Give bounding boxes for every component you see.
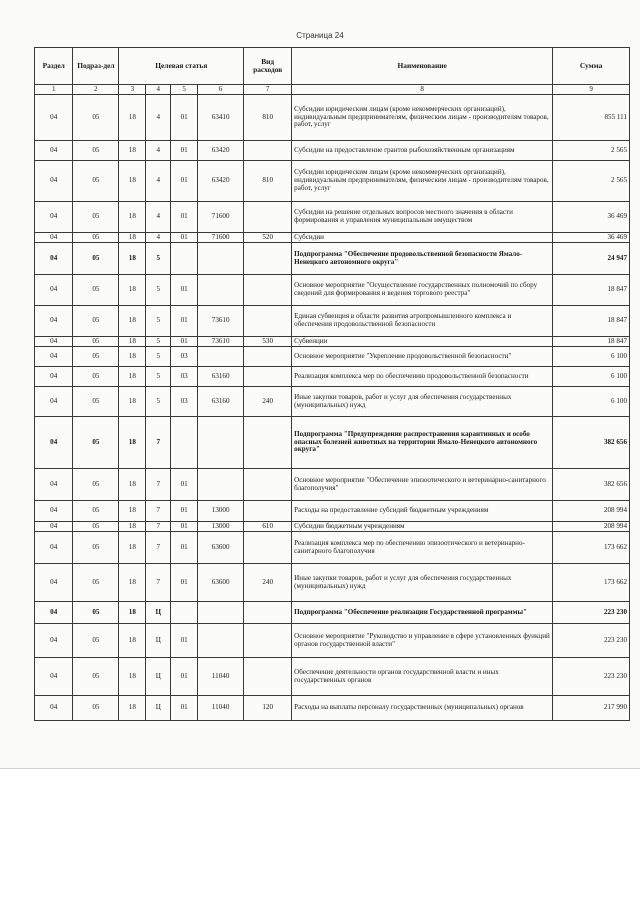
column-number: 8 (292, 85, 553, 95)
subprogram-code-cell: 7 (146, 522, 171, 532)
amount-cell: 6 100 (553, 387, 630, 417)
name-cell: Единая субвенция в области развития агропромышленного комплекса и обеспечения продовольственной безопасности (292, 306, 553, 337)
direction-code-cell: 63160 (198, 387, 244, 417)
column-number: 2 (73, 85, 119, 95)
subprogram-code-cell: 4 (146, 141, 171, 161)
subprogram-code-cell: 5 (146, 337, 171, 347)
event-code-cell: 01 (171, 501, 198, 522)
name-cell: Расходы на предоставление субсидий бюджетным учреждениям (292, 501, 553, 522)
expense-type-cell (244, 658, 292, 696)
razdel-cell: 04 (35, 141, 73, 161)
program-code-cell: 18 (119, 532, 146, 564)
podrazdel-cell: 05 (73, 233, 119, 243)
razdel-cell: 04 (35, 202, 73, 233)
table-row (35, 696, 630, 721)
name-cell: Иные закупки товаров, работ и услуг для обеспечения государственных (муниципальных) нужд (292, 564, 553, 602)
table-row (35, 501, 630, 522)
table-row (35, 417, 630, 469)
table-row (35, 658, 630, 696)
event-code-cell (171, 417, 198, 469)
column-number: 3 (119, 85, 146, 95)
direction-code-cell: 63160 (198, 367, 244, 387)
amount-cell: 36 469 (553, 233, 630, 243)
table-row (35, 347, 630, 367)
amount-cell: 18 847 (553, 275, 630, 306)
name-cell: Субсидии на решение отдельных вопросов местного значения в области формирования и управления муниципальным имуществом (292, 202, 553, 233)
name-cell: Субвенции (292, 337, 553, 347)
amount-cell: 223 230 (553, 624, 630, 658)
column-number: 5 (171, 85, 198, 95)
subprogram-code-cell: 5 (146, 243, 171, 275)
expense-type-cell: 530 (244, 337, 292, 347)
amount-cell: 382 656 (553, 417, 630, 469)
amount-cell: 173 662 (553, 564, 630, 602)
subprogram-code-cell: 4 (146, 202, 171, 233)
expense-type-cell: 610 (244, 522, 292, 532)
direction-code-cell: 13000 (198, 522, 244, 532)
program-code-cell: 18 (119, 337, 146, 347)
podrazdel-cell: 05 (73, 243, 119, 275)
program-code-cell: 18 (119, 275, 146, 306)
podrazdel-cell: 05 (73, 532, 119, 564)
program-code-cell: 18 (119, 658, 146, 696)
col-header-tselevaya-statya: Целевая статья (119, 48, 244, 85)
table-row (35, 522, 630, 532)
amount-cell: 18 847 (553, 337, 630, 347)
program-code-cell: 18 (119, 306, 146, 337)
subprogram-code-cell: 7 (146, 501, 171, 522)
direction-code-cell: 71600 (198, 233, 244, 243)
subprogram-code-cell: Ц (146, 602, 171, 624)
subprogram-code-cell: 7 (146, 417, 171, 469)
table-row (35, 469, 630, 501)
program-code-cell: 18 (119, 696, 146, 721)
table-row (35, 275, 630, 306)
subprogram-code-cell: 5 (146, 275, 171, 306)
expense-type-cell (244, 141, 292, 161)
program-code-cell: 18 (119, 417, 146, 469)
amount-cell: 173 662 (553, 532, 630, 564)
col-header-vid-raskhodov: Вид расходов (244, 48, 292, 85)
name-cell: Основное мероприятие "Обеспечение эпизоотического и ветеринарно-санитарного благополучия" (292, 469, 553, 501)
event-code-cell: 03 (171, 347, 198, 367)
program-code-cell: 18 (119, 243, 146, 275)
program-code-cell: 18 (119, 347, 146, 367)
amount-cell: 223 230 (553, 658, 630, 696)
subprogram-code-cell: 4 (146, 95, 171, 141)
direction-code-cell: 63420 (198, 141, 244, 161)
expense-type-cell (244, 275, 292, 306)
table-row (35, 141, 630, 161)
event-code-cell: 01 (171, 95, 198, 141)
podrazdel-cell: 05 (73, 141, 119, 161)
expense-type-cell (244, 306, 292, 337)
event-code-cell: 01 (171, 522, 198, 532)
name-cell: Основное мероприятие "Осуществление государственных полномочий по сбору сведений для формирования и ведения торгового реестра" (292, 275, 553, 306)
program-code-cell: 18 (119, 522, 146, 532)
direction-code-cell: 11040 (198, 696, 244, 721)
podrazdel-cell: 05 (73, 306, 119, 337)
direction-code-cell: 63410 (198, 95, 244, 141)
event-code-cell: 01 (171, 696, 198, 721)
razdel-cell: 04 (35, 624, 73, 658)
name-cell: Субсидии юридическим лицам (кроме некоммерческих организаций), индивидуальным предпринимателям, физическим лицам - производителям товаров, работ, услуг (292, 161, 553, 202)
event-code-cell: 01 (171, 233, 198, 243)
amount-cell: 2 565 (553, 161, 630, 202)
expense-type-cell (244, 347, 292, 367)
expense-type-cell (244, 202, 292, 233)
name-cell: Реализация комплекса мер по обеспечению продовольственной безопасности (292, 367, 553, 387)
expense-type-cell: 240 (244, 387, 292, 417)
amount-cell: 208 994 (553, 501, 630, 522)
direction-code-cell: 73610 (198, 337, 244, 347)
direction-code-cell (198, 624, 244, 658)
razdel-cell: 04 (35, 602, 73, 624)
event-code-cell: 01 (171, 141, 198, 161)
subprogram-code-cell: 4 (146, 161, 171, 202)
razdel-cell: 04 (35, 233, 73, 243)
col-header-podrazdel: Подраз-дел (73, 48, 119, 85)
page-number-label: Страница 24 (296, 31, 344, 40)
subprogram-code-cell: Ц (146, 658, 171, 696)
subprogram-code-cell: 5 (146, 387, 171, 417)
direction-code-cell (198, 347, 244, 367)
col-header-razdel: Раздел (35, 48, 73, 85)
table-row (35, 532, 630, 564)
direction-code-cell: 63420 (198, 161, 244, 202)
amount-cell: 6 100 (553, 347, 630, 367)
podrazdel-cell: 05 (73, 658, 119, 696)
razdel-cell: 04 (35, 564, 73, 602)
subprogram-code-cell: 5 (146, 306, 171, 337)
table-row (35, 387, 630, 417)
program-code-cell: 18 (119, 501, 146, 522)
name-cell: Расходы на выплаты персоналу государственных (муниципальных) органов (292, 696, 553, 721)
razdel-cell: 04 (35, 522, 73, 532)
razdel-cell: 04 (35, 532, 73, 564)
name-cell: Реализация комплекса мер по обеспечению эпизоотического и ветеринарно-санитарного благополучия (292, 532, 553, 564)
subprogram-code-cell: 5 (146, 347, 171, 367)
subprogram-code-cell: 7 (146, 564, 171, 602)
expense-type-cell: 520 (244, 233, 292, 243)
event-code-cell (171, 243, 198, 275)
expense-type-cell (244, 469, 292, 501)
podrazdel-cell: 05 (73, 367, 119, 387)
table-row (35, 161, 630, 202)
header-row (35, 48, 630, 85)
expense-type-cell: 810 (244, 161, 292, 202)
program-code-cell: 18 (119, 161, 146, 202)
direction-code-cell (198, 275, 244, 306)
program-code-cell: 18 (119, 387, 146, 417)
event-code-cell: 03 (171, 367, 198, 387)
name-cell: Иные закупки товаров, работ и услуг для обеспечения государственных (муниципальных) нужд (292, 387, 553, 417)
table-row (35, 202, 630, 233)
razdel-cell: 04 (35, 658, 73, 696)
col-header-summa: Сумма (553, 48, 630, 85)
direction-code-cell: 73610 (198, 306, 244, 337)
expense-type-cell (244, 367, 292, 387)
expense-type-cell: 240 (244, 564, 292, 602)
subprogram-code-cell: 5 (146, 367, 171, 387)
amount-cell: 217 990 (553, 696, 630, 721)
razdel-cell: 04 (35, 367, 73, 387)
amount-cell: 208 994 (553, 522, 630, 532)
event-code-cell: 03 (171, 387, 198, 417)
razdel-cell: 04 (35, 161, 73, 202)
program-code-cell: 18 (119, 624, 146, 658)
expense-type-cell (244, 602, 292, 624)
table-row (35, 564, 630, 602)
table-row (35, 233, 630, 243)
direction-code-cell: 11040 (198, 658, 244, 696)
name-cell: Подпрограмма "Предупреждение распространения карантинных и особо опасных болезней животных на территории Ямало-Ненецкого автономного округа" (292, 417, 553, 469)
podrazdel-cell: 05 (73, 387, 119, 417)
column-number: 4 (146, 85, 171, 95)
podrazdel-cell: 05 (73, 275, 119, 306)
program-code-cell: 18 (119, 367, 146, 387)
event-code-cell: 01 (171, 275, 198, 306)
name-cell: Субсидии (292, 233, 553, 243)
direction-code-cell (198, 417, 244, 469)
column-number: 1 (35, 85, 73, 95)
table-row (35, 306, 630, 337)
razdel-cell: 04 (35, 387, 73, 417)
col-header-naimenovanie: Наименование (292, 48, 553, 85)
name-cell: Подпрограмма "Обеспечение продовольственной безопасности Ямало-Ненецкого автономного округа" (292, 243, 553, 275)
amount-cell: 2 565 (553, 141, 630, 161)
podrazdel-cell: 05 (73, 602, 119, 624)
program-code-cell: 18 (119, 469, 146, 501)
program-code-cell: 18 (119, 202, 146, 233)
name-cell: Основное мероприятие "Укрепление продовольственной безопасности" (292, 347, 553, 367)
event-code-cell: 01 (171, 564, 198, 602)
event-code-cell: 01 (171, 306, 198, 337)
name-cell: Подпрограмма "Обеспечение реализации Государственной программы" (292, 602, 553, 624)
razdel-cell: 04 (35, 469, 73, 501)
amount-cell: 855 111 (553, 95, 630, 141)
table-row (35, 243, 630, 275)
event-code-cell: 01 (171, 202, 198, 233)
event-code-cell: 01 (171, 624, 198, 658)
program-code-cell: 18 (119, 602, 146, 624)
direction-code-cell: 13000 (198, 501, 244, 522)
expense-type-cell: 810 (244, 95, 292, 141)
amount-cell: 6 100 (553, 367, 630, 387)
podrazdel-cell: 05 (73, 564, 119, 602)
podrazdel-cell: 05 (73, 95, 119, 141)
podrazdel-cell: 05 (73, 347, 119, 367)
podrazdel-cell: 05 (73, 522, 119, 532)
razdel-cell: 04 (35, 347, 73, 367)
podrazdel-cell: 05 (73, 696, 119, 721)
direction-code-cell: 71600 (198, 202, 244, 233)
razdel-cell: 04 (35, 501, 73, 522)
expense-type-cell (244, 243, 292, 275)
program-code-cell: 18 (119, 233, 146, 243)
direction-code-cell (198, 243, 244, 275)
amount-cell: 18 847 (553, 306, 630, 337)
subprogram-code-cell: 7 (146, 532, 171, 564)
program-code-cell: 18 (119, 564, 146, 602)
name-cell: Обеспечение деятельности органов государственной власти и иных государственных органов (292, 658, 553, 696)
razdel-cell: 04 (35, 417, 73, 469)
name-cell: Субсидии бюджетным учреждениям (292, 522, 553, 532)
razdel-cell: 04 (35, 337, 73, 347)
razdel-cell: 04 (35, 275, 73, 306)
event-code-cell: 01 (171, 469, 198, 501)
amount-cell: 24 947 (553, 243, 630, 275)
program-code-cell: 18 (119, 141, 146, 161)
table-row (35, 337, 630, 347)
direction-code-cell: 63600 (198, 532, 244, 564)
razdel-cell: 04 (35, 696, 73, 721)
table-row (35, 602, 630, 624)
expense-type-cell (244, 532, 292, 564)
podrazdel-cell: 05 (73, 501, 119, 522)
name-cell: Основное мероприятие "Руководство и управление в сфере установленных функций органов государственной власти" (292, 624, 553, 658)
event-code-cell (171, 602, 198, 624)
razdel-cell: 04 (35, 306, 73, 337)
table-row (35, 95, 630, 141)
expense-type-cell: 120 (244, 696, 292, 721)
subprogram-code-cell: 7 (146, 469, 171, 501)
column-number: 6 (198, 85, 244, 95)
event-code-cell: 01 (171, 658, 198, 696)
column-number: 7 (244, 85, 292, 95)
amount-cell: 36 469 (553, 202, 630, 233)
event-code-cell: 01 (171, 337, 198, 347)
direction-code-cell: 63600 (198, 564, 244, 602)
expense-type-cell (244, 501, 292, 522)
podrazdel-cell: 05 (73, 417, 119, 469)
table-row (35, 367, 630, 387)
amount-cell: 382 656 (553, 469, 630, 501)
podrazdel-cell: 05 (73, 469, 119, 501)
column-number: 9 (553, 85, 630, 95)
razdel-cell: 04 (35, 243, 73, 275)
subprogram-code-cell: 4 (146, 233, 171, 243)
podrazdel-cell: 05 (73, 337, 119, 347)
table-row (35, 624, 630, 658)
name-cell: Субсидии на предоставление грантов рыбохозяйственным организациям (292, 141, 553, 161)
podrazdel-cell: 05 (73, 161, 119, 202)
program-code-cell: 18 (119, 95, 146, 141)
podrazdel-cell: 05 (73, 202, 119, 233)
subprogram-code-cell: Ц (146, 696, 171, 721)
razdel-cell: 04 (35, 95, 73, 141)
direction-code-cell (198, 469, 244, 501)
event-code-cell: 01 (171, 532, 198, 564)
name-cell: Субсидии юридическим лицам (кроме некоммерческих организаций), индивидуальным предпринимателям, физическим лицам - производителям товаров, работ, услуг (292, 95, 553, 141)
podrazdel-cell: 05 (73, 624, 119, 658)
column-number-row (35, 85, 630, 95)
expense-type-cell (244, 624, 292, 658)
budget-table (34, 47, 630, 721)
direction-code-cell (198, 602, 244, 624)
event-code-cell: 01 (171, 161, 198, 202)
table-body (35, 95, 630, 721)
amount-cell: 223 230 (553, 602, 630, 624)
expense-type-cell (244, 417, 292, 469)
subprogram-code-cell: Ц (146, 624, 171, 658)
